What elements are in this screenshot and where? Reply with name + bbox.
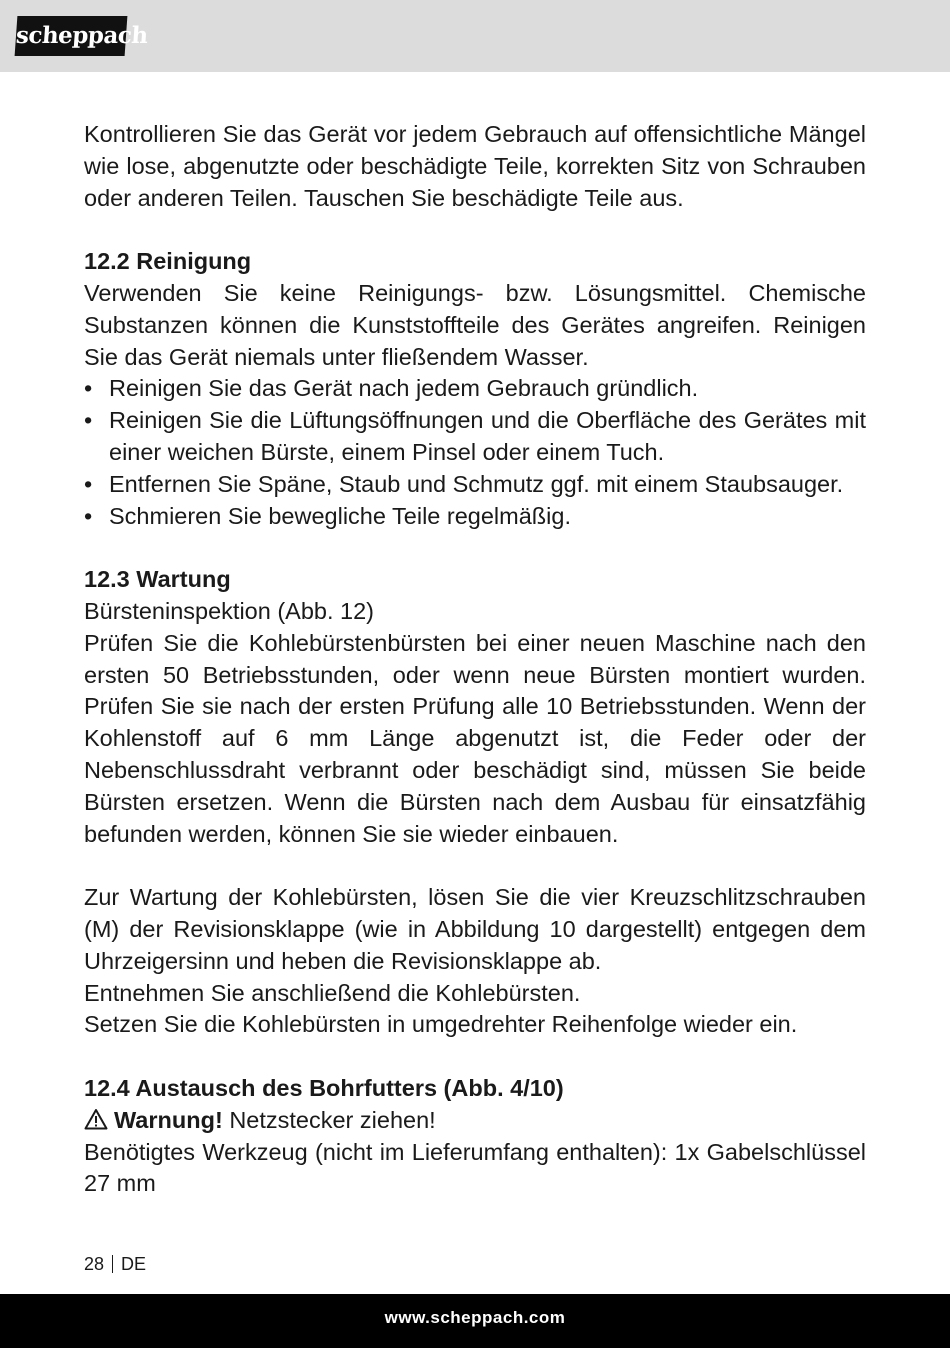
list-item: • Reinigen Sie das Gerät nach jedem Gebrauch gründlich.: [84, 373, 866, 405]
list-item: • Entfernen Sie Späne, Staub und Schmutz ggf. mit einem Staubsauger.: [84, 469, 866, 501]
section-heading-bohrfutter: 12.4 Austausch des Bohrfutters (Abb. 4/10): [84, 1074, 564, 1101]
page-number-value: 28: [84, 1254, 105, 1274]
list-item: • Schmieren Sie bewegliche Teile regelmäßig.: [84, 501, 866, 533]
page-footer: [0, 1294, 950, 1348]
page-number-separator: [112, 1255, 113, 1273]
main-content: [84, 119, 866, 1200]
bullet-icon: •: [84, 375, 93, 402]
wartung-line-b: Setzen Sie die Kohlebürsten in umgedrehter Reihenfolge wieder ein.: [84, 1011, 798, 1038]
section-heading-reinigung: 12.2 Reinigung: [84, 248, 252, 275]
brand-logo: scheppach: [15, 16, 128, 56]
reinigung-list: [84, 373, 866, 532]
language-code: DE: [121, 1254, 147, 1274]
reinigung-paragraph: Verwenden Sie keine Reinigungs- bzw. Lösungsmittel. Chemische Substanzen können die Kunststoffteile des Gerätes angreifen. Reinigen Sie das Gerät niemals unter fließendem Wasser.: [84, 279, 866, 370]
tools-paragraph: Benötigtes Werkzeug (nicht im Lieferumfang enthalten): 1x Gabelschlüssel 27 mm: [84, 1138, 866, 1197]
list-item: • Reinigen Sie die Lüftungsöffnungen und die Oberfläche des Gerätes mit einer weichen Bürste, einem Pinsel oder einem Tuch.: [84, 407, 866, 465]
bullet-icon: •: [84, 407, 93, 434]
wartung-paragraph-1: Prüfen Sie die Kohlebürstenbürsten bei einer neuen Maschine nach den ersten 50 Betriebsstunden, oder wenn neue Bürsten montiert wurden. Prüfen Sie sie nach der ersten Prüfung alle 10 Betriebsstunden. Wenn der Kohlenstoff auf 6 mm Länge abgenutzt ist, die Feder oder der Nebenschlussdraht verbrannt oder beschädigt sind, müssen Sie beide Bürsten ersetzen. Wenn die Bürsten nach dem Ausbau für einsatzfähig befunden werden, können Sie sie wieder einbauen.: [84, 629, 866, 847]
bullet-icon: •: [84, 470, 93, 497]
section-heading-wartung: 12.3 Wartung: [84, 566, 231, 593]
warning-text: Netzstecker ziehen!: [229, 1106, 436, 1133]
warning-line: [84, 1105, 866, 1137]
page-header: [0, 0, 950, 72]
warning-label: Warnung!: [114, 1106, 223, 1133]
bullet-icon: •: [84, 502, 93, 529]
wartung-subheading: Bürsteninspektion (Abb. 12): [84, 597, 374, 624]
wartung-line-a: Entnehmen Sie anschließend die Kohlebürsten.: [84, 979, 581, 1006]
wartung-paragraph-2: Zur Wartung der Kohlebürsten, lösen Sie die vier Kreuzschlitzschrauben (M) der Revisionsklappe (wie in Abbildung 10 dargestellt) entgegen dem Uhrzeigersinn und heben die Revisionsklappe ab.: [84, 884, 866, 974]
page-number: [84, 1252, 146, 1276]
intro-paragraph: Kontrollieren Sie das Gerät vor jedem Gebrauch auf offensichtliche Mängel wie lose, abgenutzte oder beschädigte Teile, korrekten Sitz von Schrauben oder anderen Teilen. Tauschen Sie beschädigte Teile aus.: [84, 121, 866, 211]
website-link[interactable]: www.scheppach.com: [384, 1308, 566, 1327]
warning-triangle-icon: [84, 1108, 108, 1130]
